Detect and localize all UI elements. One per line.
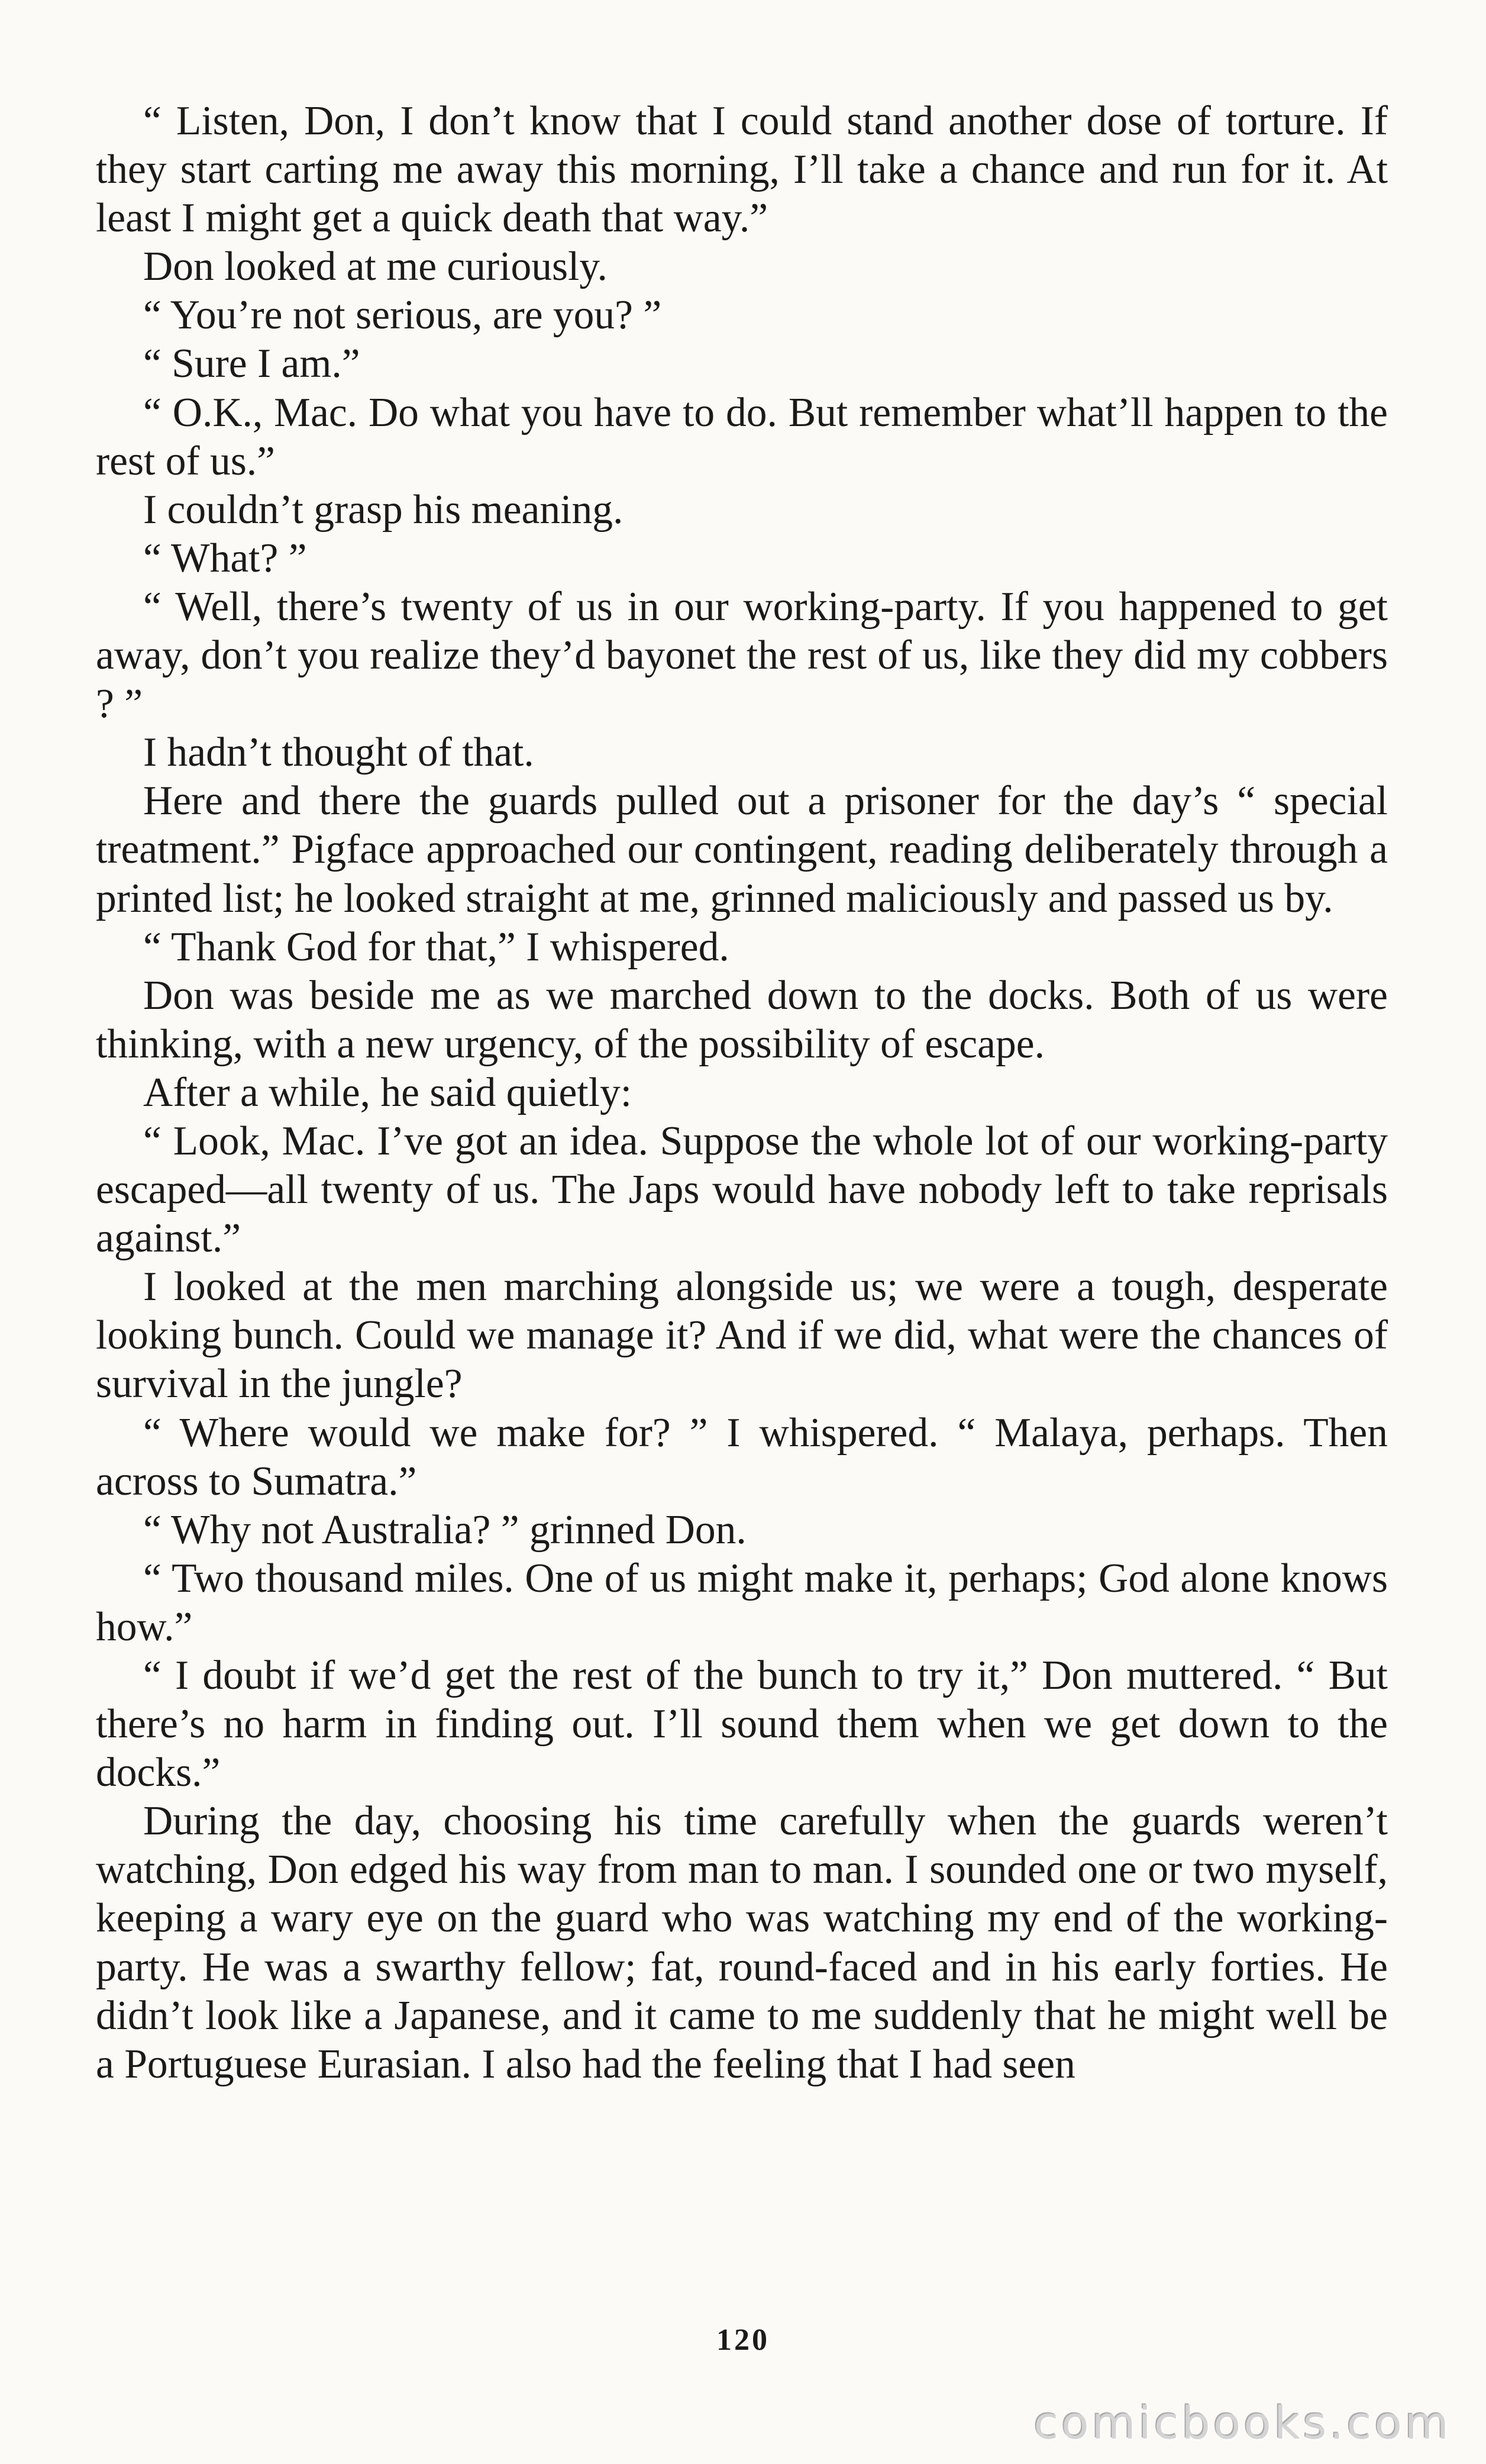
paragraph-11: “ Thank God for that,” I whispered. <box>143 924 729 970</box>
paragraph-4: “ Sure I am.” <box>143 341 360 387</box>
paragraph-7: “ What? ” <box>143 535 307 581</box>
paragraph-5: “ O.K., Mac. Do what you have to do. But remember what’ll happen to the rest of us.” <box>96 389 1388 484</box>
paragraph-10: Here and there the guards pulled out a prisoner for the day’s “ special treatment.” Pigface approached our contingent, reading deliberately through a printed list; he looked straight at me, grinned maliciously and passed us by. <box>96 778 1388 921</box>
paragraph-2: Don looked at me curiously. <box>143 244 608 290</box>
paragraph-17: “ Why not Australia? ” grinned Don. <box>143 1507 747 1553</box>
paragraph-9: I hadn’t thought of that. <box>143 730 534 776</box>
page-text <box>96 97 1388 2089</box>
paragraph-12: Don was beside me as we marched down to the docks. Both of us were thinking, with a new urgency, of the possibility of escape. <box>96 972 1388 1067</box>
page-number: 120 <box>716 2323 770 2357</box>
paragraph-16: “ Where would we make for? ” I whispered. “ Malaya, perhaps. Then across to Sumatra.” <box>96 1410 1388 1504</box>
watermark: comicbooks.com <box>1033 2397 1452 2449</box>
paragraph-19: “ I doubt if we’d get the rest of the bunch to try it,” Don muttered. “ But there’s no harm in finding out. I’ll sound them when we get down to the docks.” <box>96 1653 1388 1796</box>
paragraph-20: During the day, choosing his time carefully when the guards weren’t watching, Don edged his way from man to man. I sounded one or two myself, keeping a wary eye on the guard who was watching my end of the working-party. He was a swarthy fellow; fat, round-faced and in his early forties. He didn’t look like a Japanese, and it came to me suddenly that he might well be a Portuguese Eurasian. I also had the feeling that I had seen <box>96 1798 1388 2087</box>
paragraph-18: “ Two thousand miles. One of us might make it, perhaps; God alone knows how.” <box>96 1555 1388 1650</box>
paragraph-14: “ Look, Mac. I’ve got an idea. Suppose the whole lot of our working-party escaped—all twenty of us. The Japs would have nobody left to take reprisals against.” <box>96 1118 1388 1262</box>
paragraph-13: After a while, he said quietly: <box>143 1069 632 1115</box>
paragraph-6: I couldn’t grasp his meaning. <box>143 486 624 533</box>
paragraph-1: “ Listen, Don, I don’t know that I could stand another dose of torture. If they start carting me away this morning, I’ll take a chance and run for it. At least I might get a quick death that way.” <box>96 98 1388 241</box>
paragraph-3: “ You’re not serious, are you? ” <box>143 292 662 338</box>
paragraph-15: I looked at the men marching alongside us; we were a tough, desperate looking bunch. Could we manage it? And if we did, what were the chances of survival in the jungle? <box>96 1264 1388 1407</box>
paragraph-8: “ Well, there’s twenty of us in our working-party. If you happened to get away, don’t you realize they’d bayonet the rest of us, like they did my cobbers ? ” <box>96 583 1388 727</box>
